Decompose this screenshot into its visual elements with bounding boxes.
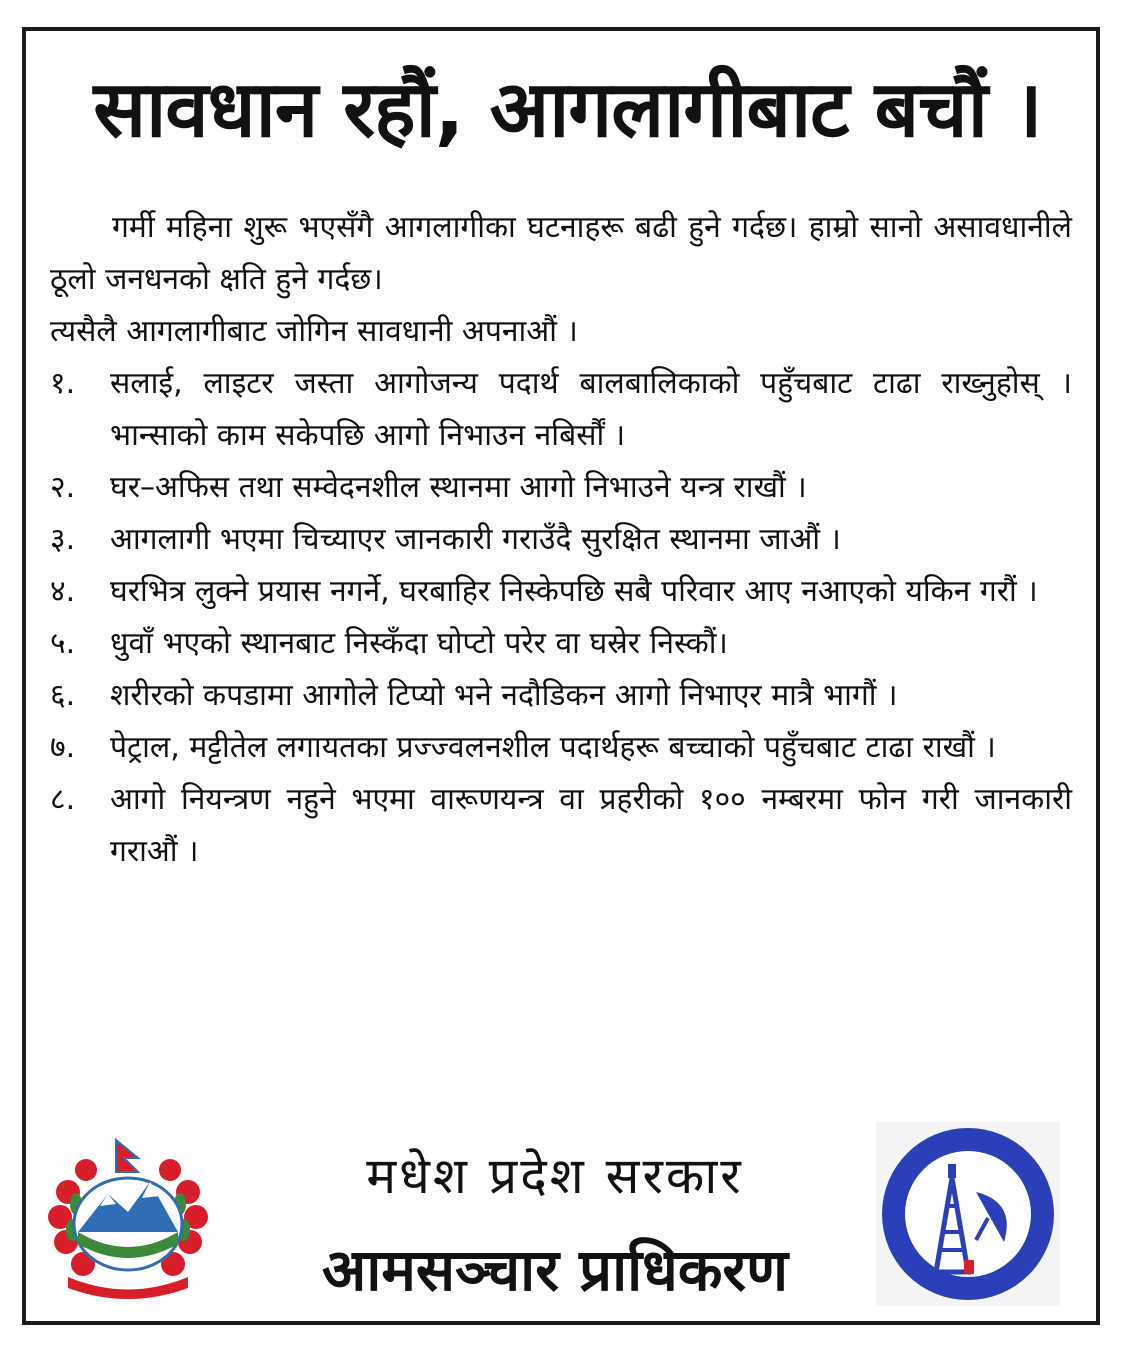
item-text: आगो नियन्त्रण नहुने भएमा वारूणयन्त्र वा प्रहरीको १०० नम्बरमा फोन गरी जानकारी गराऔं ।	[110, 782, 1072, 869]
item-text: धुवाँ भएको स्थानबाट निस्कँदा घोप्टो परेर वा घस्रेर निस्कौं।	[110, 626, 728, 661]
item-number: ६.	[50, 678, 76, 713]
item-text: घर–अफिस तथा सम्वेदनशील स्थानमा आगो निभाउने यन्त्र राखौं ।	[110, 470, 807, 505]
item-number: २.	[50, 470, 76, 505]
list-item	[50, 722, 1072, 774]
government-name: मधेश प्रदेश सरकार	[366, 1147, 744, 1205]
list-item	[50, 462, 1072, 514]
intro-call-to-action: त्यसैलै आगलागीबाट जोगिन सावधानी अपनाऔं ।	[50, 314, 578, 349]
nepal-emblem-icon	[38, 1132, 218, 1300]
list-item	[50, 358, 1072, 462]
item-text: घरभित्र लुक्ने प्रयास नगर्ने, घरबाहिर निस्केपछि सबै परिवार आए नआएको यकिन गरौं ।	[110, 574, 1038, 609]
item-text: सलाई, लाइटर जस्ता आगोजन्य पदार्थ बालबालिकाको पहुँचबाट टाढा राख्नुहोस् । भान्साको काम सकेपछि आगो निभाउन नबिर्सौं ।	[110, 366, 1072, 453]
item-number: ५.	[50, 626, 76, 661]
authority-name: आमसञ्चार प्राधिकरण	[321, 1236, 789, 1304]
item-number: ८.	[50, 782, 76, 817]
intro-paragraph: गर्मी महिना शुरू भएसँगै आगलागीका घटनाहरू बढी हुने गर्दछ। हाम्रो सानो असावधानीले ठूलो जनधनको क्षति हुने गर्दछ।	[50, 210, 1072, 297]
item-text: आगलागी भएमा चिच्याएर जानकारी गराउँदै सुरक्षित स्थानमा जाऔं ।	[110, 522, 841, 557]
item-number: ७.	[50, 730, 76, 765]
notice-headline: सावधान रहौं, आगलागीबाट बचौं ।	[93, 65, 1042, 155]
item-number: ४.	[50, 574, 76, 609]
item-number: १.	[50, 366, 76, 401]
item-text: पेट्राल, मट्टीतेल लगायतका प्रज्ज्वलनशील पदार्थहरू बच्चाको पहुँचबाट टाढा राखौं ।	[110, 730, 996, 765]
authority-seal-icon	[876, 1122, 1060, 1306]
list-item	[50, 670, 1072, 722]
item-text: शरीरको कपडामा आगोले टिप्यो भने नदौडिकन आगो निभाएर मात्रै भागौं ।	[110, 678, 898, 713]
notice-body	[50, 202, 1072, 878]
list-item	[50, 566, 1072, 618]
safety-tips-list	[50, 358, 1072, 878]
list-item	[50, 514, 1072, 566]
item-number: ३.	[50, 522, 76, 557]
list-item	[50, 774, 1072, 878]
list-item	[50, 618, 1072, 670]
